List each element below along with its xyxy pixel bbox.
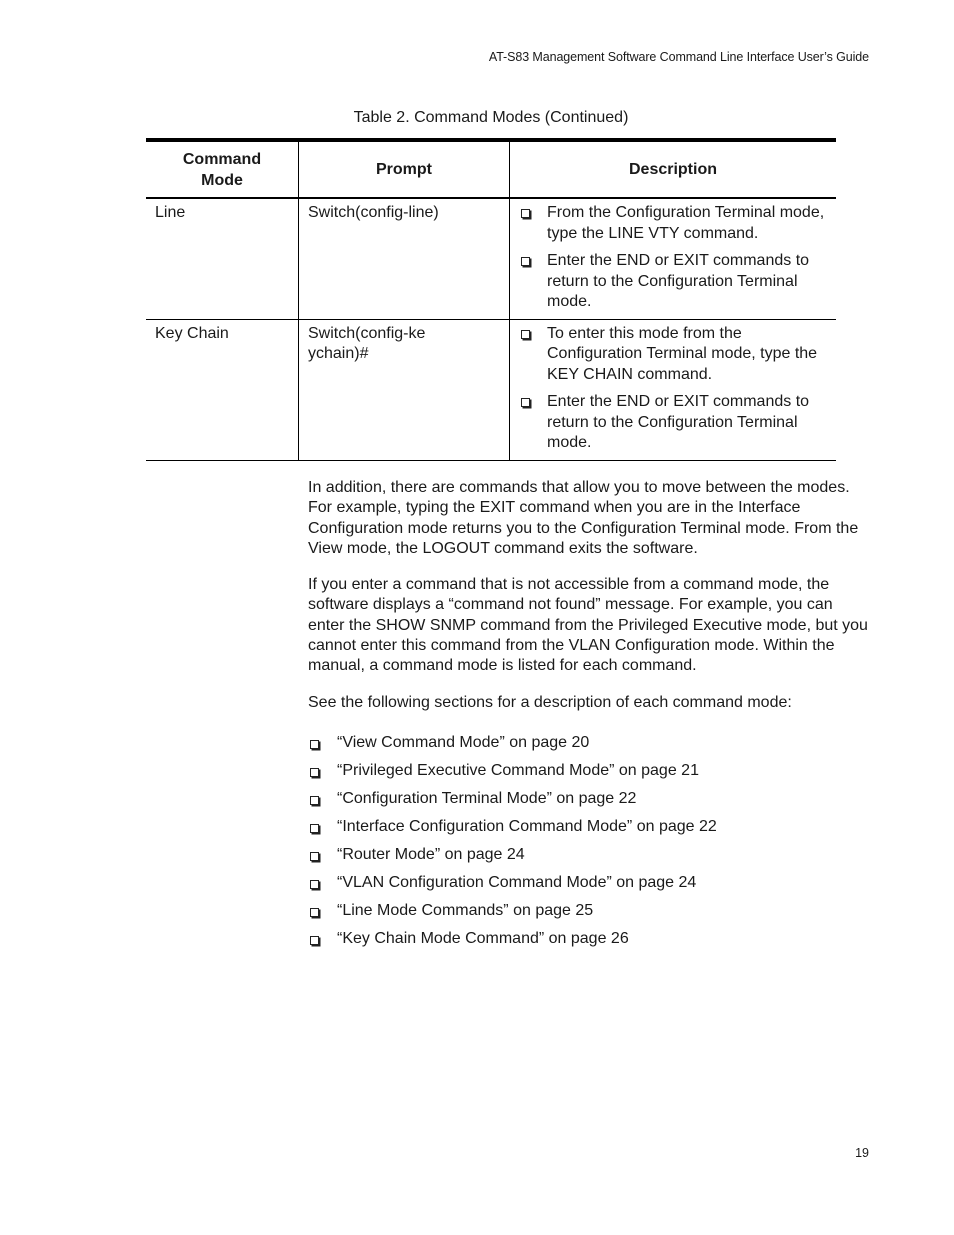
section-reference-link[interactable]: “Interface Configuration Command Mode” on page 22 xyxy=(308,813,870,841)
paragraph: In addition, there are commands that allow you to move between the modes. For example, typing the EXIT command when you are in the Interface Configuration mode returns you to the Configuration Terminal mode. From the View mode, the LOGOUT command exits the software. xyxy=(308,479,859,557)
box-bullet-icon xyxy=(310,768,319,777)
box-bullet-icon xyxy=(310,824,319,833)
description-cell xyxy=(510,198,837,319)
section-reference-link[interactable]: “Configuration Terminal Mode” on page 22 xyxy=(308,785,870,813)
table-header-row xyxy=(146,140,836,198)
section-reference-list xyxy=(308,729,870,953)
section-reference-link[interactable]: “Key Chain Mode Command” on page 26 xyxy=(308,925,870,953)
prompt-cell: Switch(config-line) xyxy=(299,198,510,319)
section-reference-link[interactable]: “VLAN Configuration Command Mode” on page 24 xyxy=(308,869,870,897)
section-reference-link[interactable]: “Router Mode” on page 24 xyxy=(308,841,870,869)
table-caption: Table 2. Command Modes (Continued) xyxy=(353,109,629,126)
box-bullet-icon xyxy=(310,740,319,749)
paragraph: See the following sections for a description of each command mode: xyxy=(308,693,792,711)
prompt-cell: Switch(config-keychain)# xyxy=(299,319,510,460)
box-bullet-icon xyxy=(521,398,530,407)
description-item: Enter the END or EXIT commands to return to the Configuration Terminal mode. xyxy=(519,392,828,454)
box-bullet-icon xyxy=(310,796,319,805)
column-header-description: Description xyxy=(510,140,837,198)
mode-cell: Key Chain xyxy=(146,319,299,460)
section-reference-link[interactable]: “Line Mode Commands” on page 25 xyxy=(308,897,870,925)
section-reference-link[interactable]: “View Command Mode” on page 20 xyxy=(308,729,870,757)
box-bullet-icon xyxy=(521,330,530,339)
box-bullet-icon xyxy=(310,852,319,861)
table-row-line xyxy=(146,198,836,319)
box-bullet-icon xyxy=(521,257,530,266)
description-item: To enter this mode from the Configuration Terminal mode, type the KEY CHAIN command. xyxy=(519,324,828,386)
section-reference-link[interactable]: “Privileged Executive Command Mode” on page 21 xyxy=(308,757,870,785)
body-text xyxy=(308,478,870,953)
box-bullet-icon xyxy=(310,880,319,889)
box-bullet-icon xyxy=(310,908,319,917)
mode-cell: Line xyxy=(146,198,299,319)
running-header: AT-S83 Management Software Command Line Interface User’s Guide xyxy=(488,50,869,64)
column-header-prompt: Prompt xyxy=(299,140,510,198)
box-bullet-icon xyxy=(310,936,319,945)
command-modes-table xyxy=(146,138,836,461)
page-number: 19 xyxy=(855,1146,869,1160)
box-bullet-icon xyxy=(521,209,530,218)
description-item: From the Configuration Terminal mode, type the LINE VTY command. xyxy=(519,203,828,244)
description-cell xyxy=(510,319,837,460)
paragraph: If you enter a command that is not accessible from a command mode, the software displays a “command not found” message. For example, you can enter the SHOW SNMP command from the Privileged Executive mode, but you cannot enter this command from the VLAN Configuration mode. Within the manual, a command mode is listed for each command. xyxy=(308,576,868,675)
table-row-key-chain xyxy=(146,319,836,460)
description-item: Enter the END or EXIT commands to return to the Configuration Terminal mode. xyxy=(519,251,828,313)
column-header-command-mode: Command Mode xyxy=(146,140,299,198)
